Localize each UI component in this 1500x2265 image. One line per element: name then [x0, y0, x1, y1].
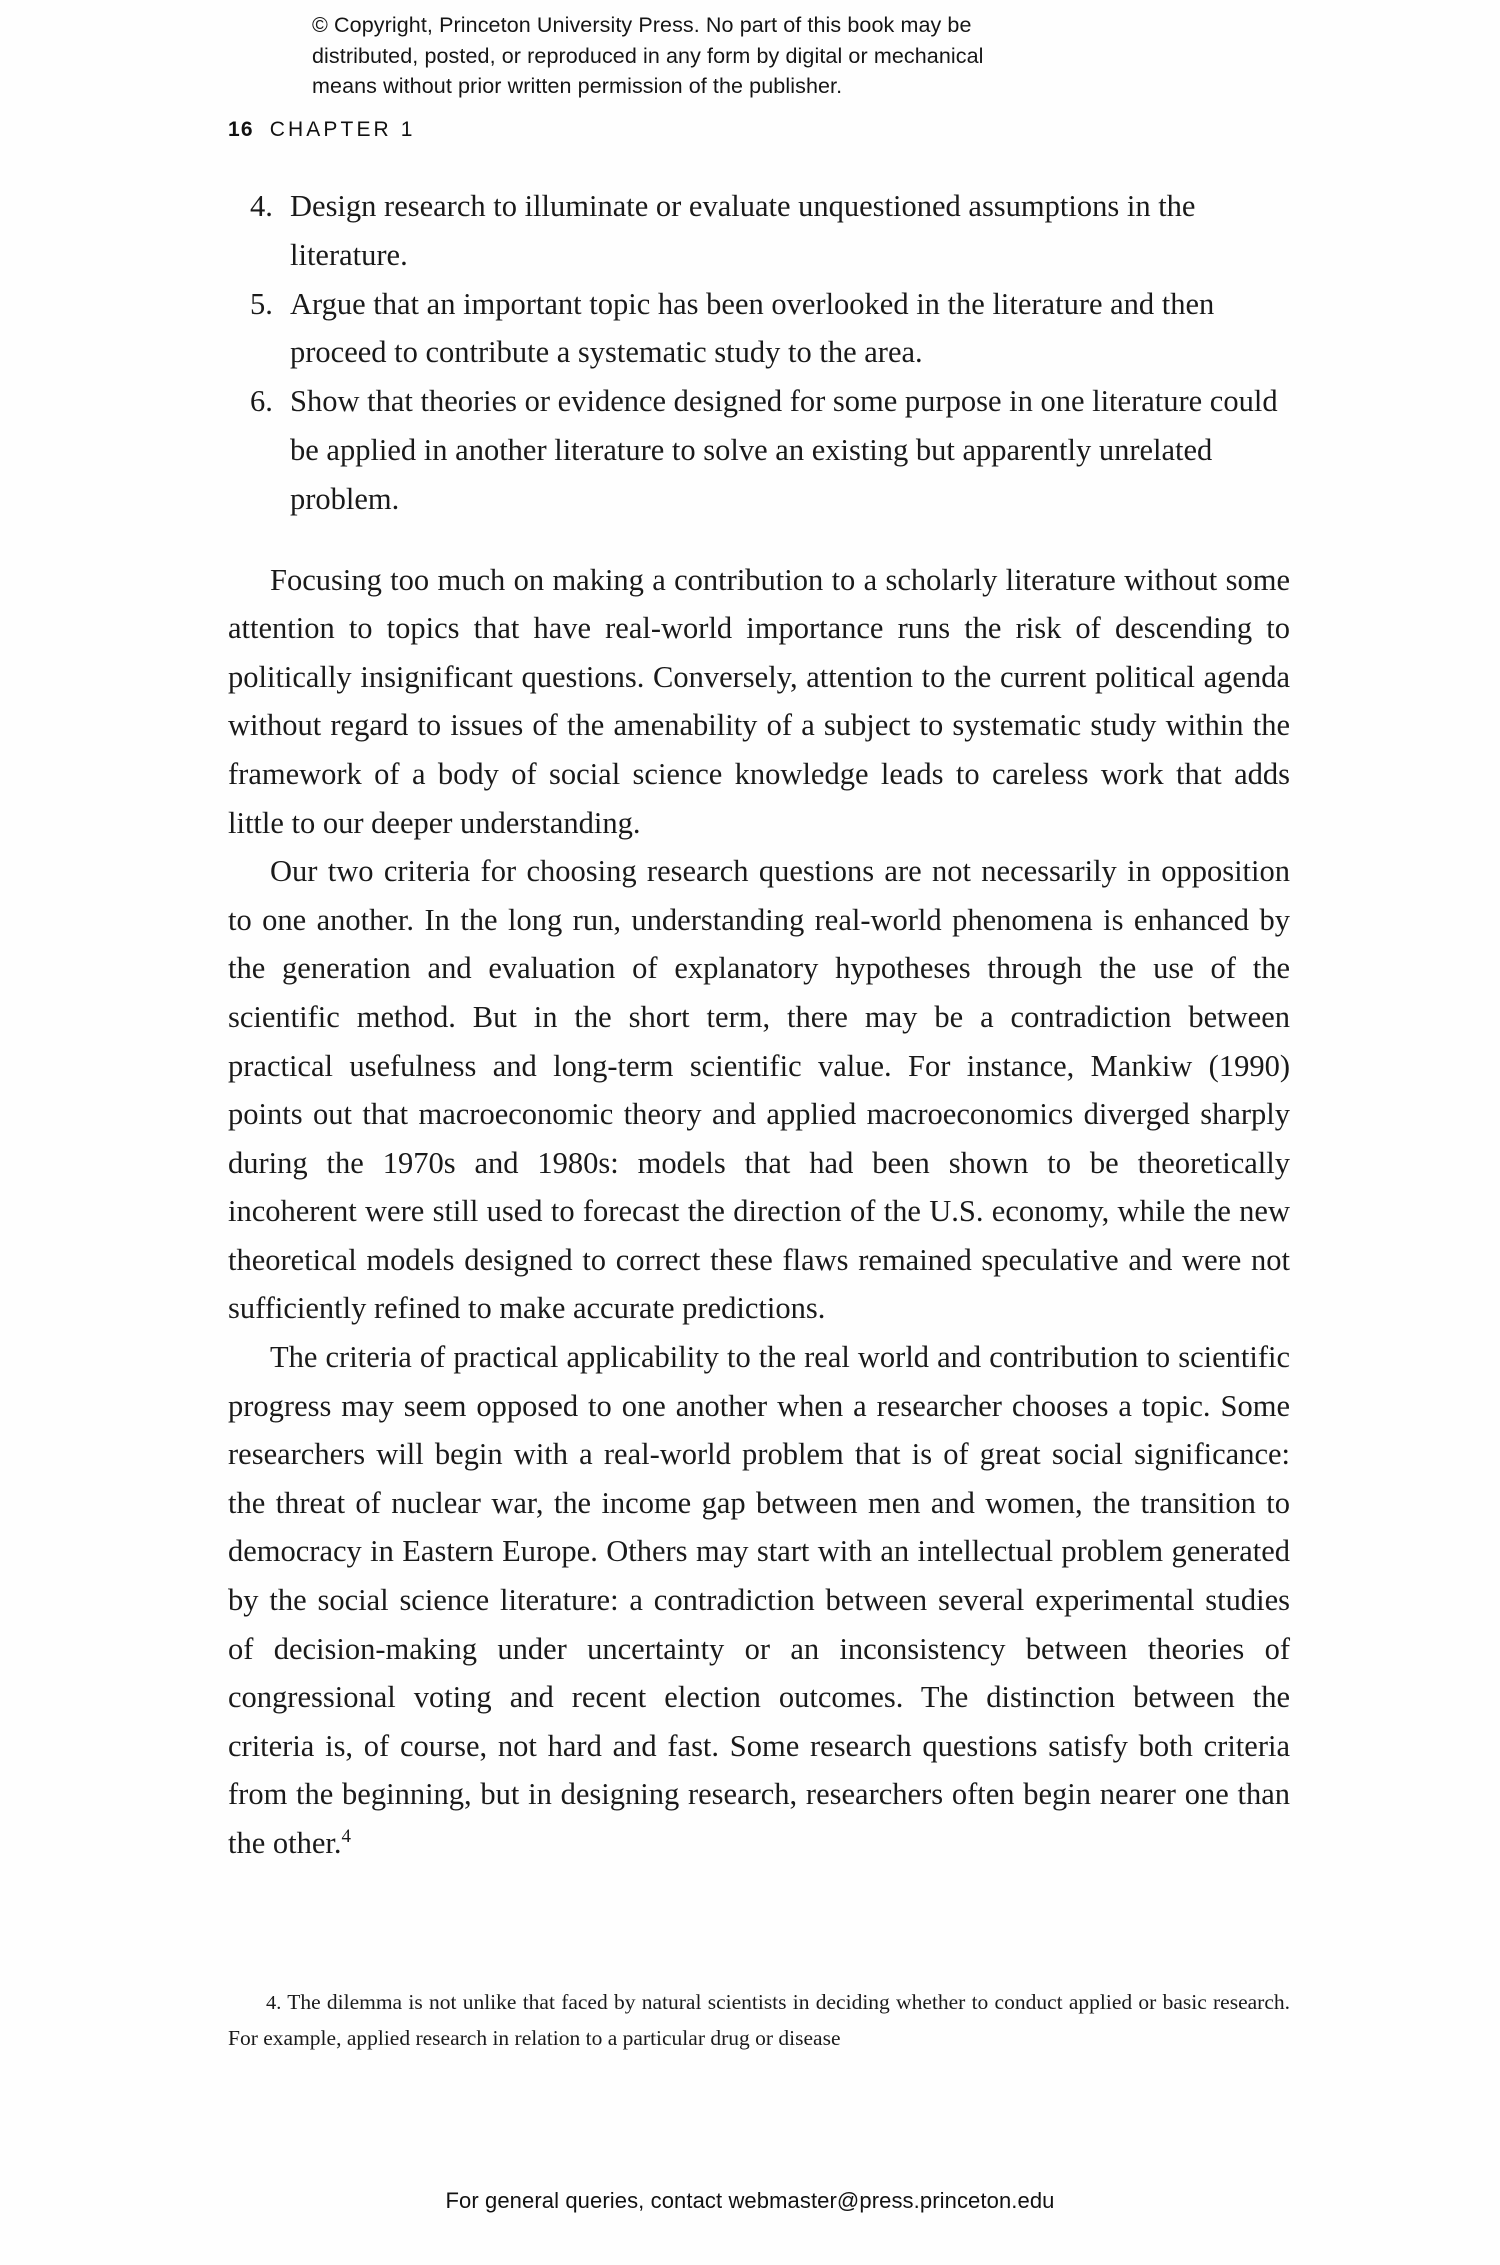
list-item [228, 377, 1290, 523]
page-footer [0, 2188, 1500, 2214]
copyright-notice-line-3: means without prior written permission of the publisher. [312, 74, 843, 98]
footnote-text-4 [228, 1985, 1290, 2056]
copyright-notice-line-2: distributed, posted, or reproduced in any form by digital or mechanical [312, 43, 984, 68]
list-item-marker: 4. [250, 189, 273, 223]
list-item [228, 182, 1290, 280]
list-item-text: Argue that an important topic has been overlooked in the literature and then proceed to contribute a systematic study to the area. [290, 286, 1215, 370]
body-paragraph-criteria-practical-text: The criteria of practical applicability to the real world and contribution to scientific progress may seem opposed to one another when a researcher chooses a topic. Some researchers will begin with a real-world problem that is of great social significance: the threat of nuclear war, the income gap between men and women, the transition to democracy in Eastern Europe. Others may start with an intellectual problem generated by the social science literature: a contradiction between several experimental studies of decision-making under uncertainty or an inconsistency between theories of congressional voting and recent election outcomes. The distinction between the criteria is, of course, not hard and fast. Some research questions satisfy both criteria from the beginning, but in designing research, researchers often begin nearer one than the other. [228, 1340, 1290, 1861]
body-paragraph-two-criteria: Our two criteria for choosing research questions are not necessarily in opposition to one another. In the long run, understanding real-world phenomena is enhanced by the generation and evaluation of explanatory hypotheses through the use of the scientific method. But in the short term, there may be a contradiction between practical usefulness and long-term scientific value. For instance, Mankiw (1990) points out that macroeconomic theory and applied macroeconomics diverged sharply during the 1970s and 1980s: models that had been shown to be theoretically incoherent were still used to forecast the direction of the U.S. economy, while the new theoretical models designed to correct these flaws remained speculative and were not sufficiently refined to make accurate predictions. [228, 854, 1290, 1326]
footnote-body: The dilemma is not unlike that faced by natural scientists in deciding whether to conduct applied or basic research. For example, applied research in relation to a particular drug or disease [228, 1990, 1290, 2050]
running-head [228, 118, 416, 142]
page-footer-text: For general queries, contact webmaster@press.princeton.edu [445, 2188, 1055, 2213]
text-column [228, 182, 1290, 1868]
list-item-text: Show that theories or evidence designed for some purpose in one literature could be applied in another literature to solve an existing but apparently unrelated problem. [290, 384, 1278, 516]
page-number: 16 [228, 118, 254, 141]
footnote-block [228, 1985, 1290, 2056]
body-paragraph-focusing: Focusing too much on making a contribution to a scholarly literature without some attention to topics that have real-world importance runs the risk of descending to politically insignificant questions. Conversely, attention to the current political agenda without regard to issues of the amenability of a subject to systematic study within the framework of a body of social science knowledge leads to careless work that adds little to our deeper understanding. [228, 562, 1290, 840]
body-paragraph-criteria-practical [228, 1333, 1290, 1868]
list-item-marker: 5. [250, 286, 273, 321]
list-item-text: Design research to illuminate or evaluate unquestioned assumptions in the literature. [290, 189, 1196, 272]
footnote-reference-4[interactable]: 4 [341, 1825, 351, 1847]
list-item [228, 280, 1290, 378]
copyright-notice [312, 10, 1172, 102]
numbered-list [228, 182, 1290, 524]
footnote-number: 4. [266, 1992, 282, 2014]
chapter-label: CHAPTER 1 [269, 118, 416, 141]
list-item-marker: 6. [250, 384, 273, 419]
copyright-notice-line-1: © Copyright, Princeton University Press. No part of this book may be [312, 13, 972, 37]
